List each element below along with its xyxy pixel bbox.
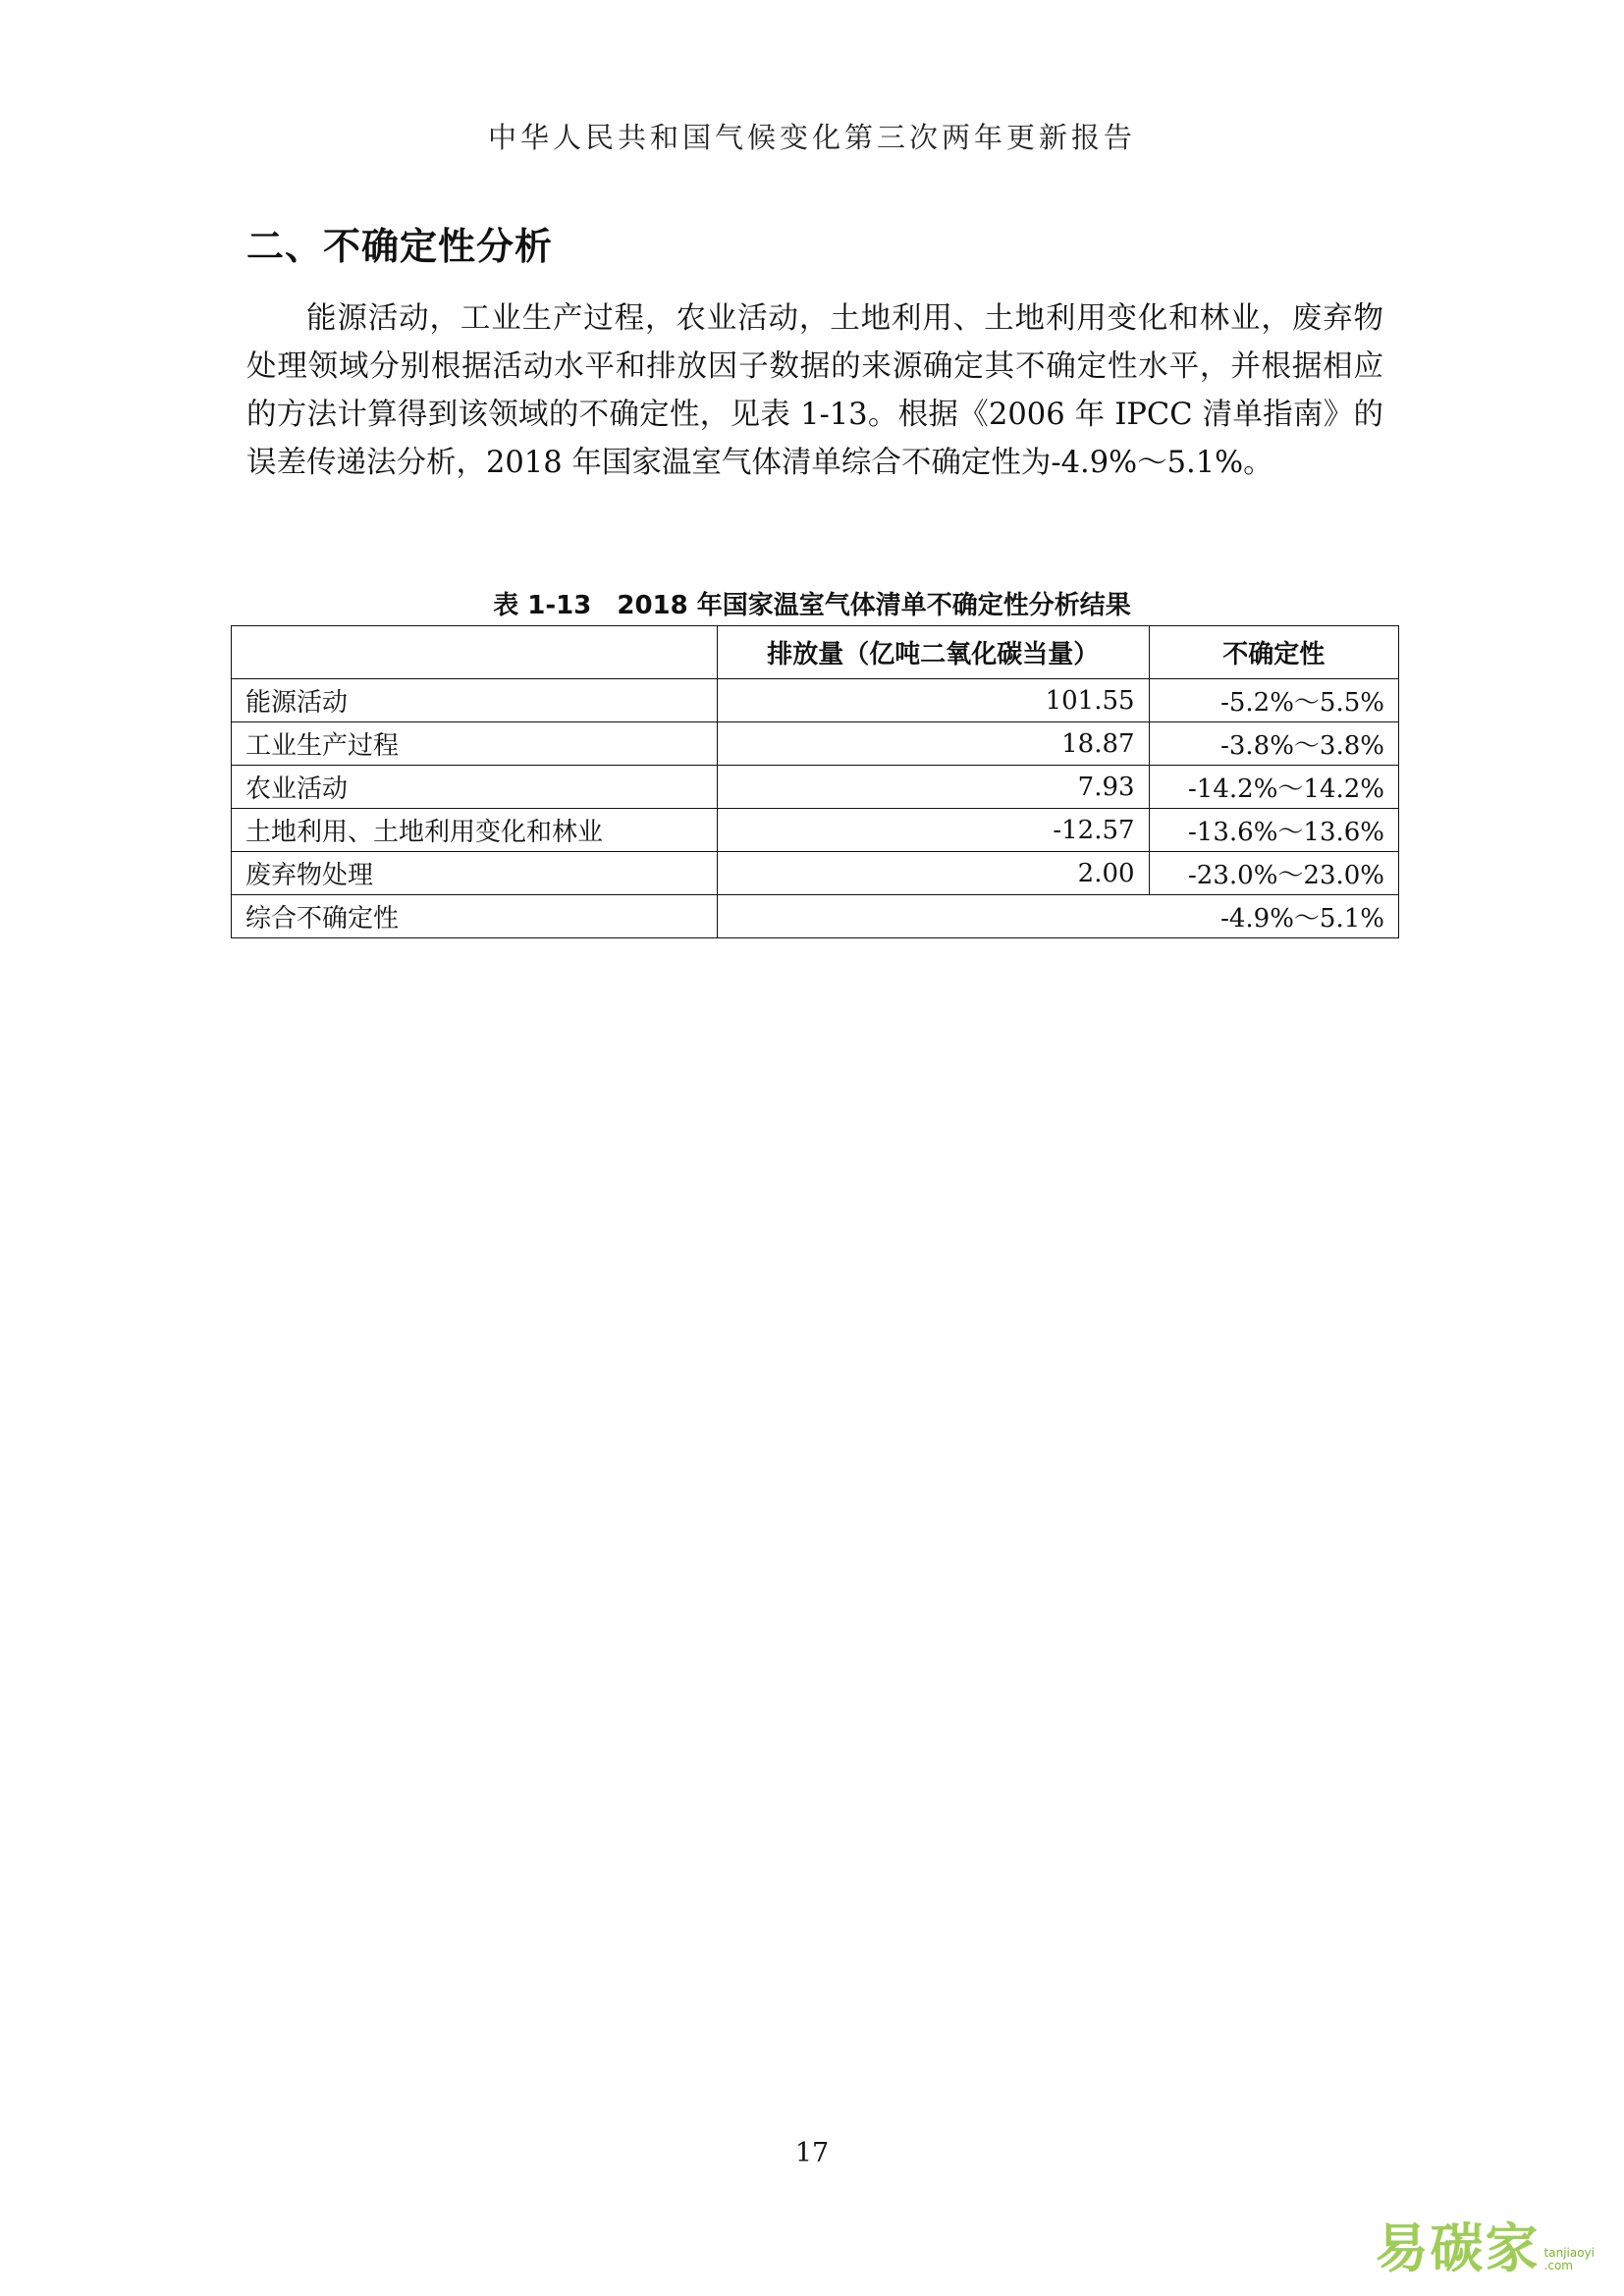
body-paragraph: 能源活动，工业生产过程，农业活动，土地利用、土地利用变化和林业，废弃物处理领域分别根据活动水平和排放因子数据的来源确定其不确定性水平，并根据相应的方法计算得到该领域的不确定性，见表 1-13。根据《2006 年 IPCC 清单指南》的误差传递法分析，2018 年国家温室气体清单综合不确定性为-4.9%～5.1%。 <box>246 301 1383 480</box>
row-uncertainty: -5.2%～5.5% <box>1149 679 1398 722</box>
watermark-domain <box>1544 2247 1595 2272</box>
row-uncertainty: -3.8%～3.8% <box>1149 722 1398 766</box>
total-category: 综合不确定性 <box>232 895 718 938</box>
row-uncertainty: -13.6%～13.6% <box>1149 809 1398 852</box>
table-total-row <box>232 895 1399 938</box>
row-category: 工业生产过程 <box>232 722 718 766</box>
row-emissions: 18.87 <box>717 722 1149 766</box>
table-row <box>232 679 1399 722</box>
uncertainty-table <box>231 625 1399 938</box>
total-uncertainty: -4.9%～5.1% <box>717 895 1398 938</box>
table-header-row <box>232 626 1399 679</box>
row-emissions: 2.00 <box>717 852 1149 895</box>
row-category: 能源活动 <box>232 679 718 722</box>
header-cell-uncertainty: 不确定性 <box>1149 626 1398 679</box>
row-uncertainty: -23.0%～23.0% <box>1149 852 1398 895</box>
page-header: 中华人民共和国气候变化第三次两年更新报告 <box>487 121 1136 154</box>
row-category: 土地利用、土地利用变化和林业 <box>232 809 718 852</box>
table-row <box>232 766 1399 809</box>
table-row <box>232 852 1399 895</box>
row-emissions: 101.55 <box>717 679 1149 722</box>
header-cell-emissions: 排放量（亿吨二氧化碳当量） <box>717 626 1149 679</box>
row-uncertainty: -14.2%～14.2% <box>1149 766 1398 809</box>
watermark-domain-top: tanjiaoyi <box>1543 2246 1595 2260</box>
watermark-text: 易碳家 <box>1375 2217 1541 2279</box>
row-category: 废弃物处理 <box>232 852 718 895</box>
row-emissions: -12.57 <box>717 809 1149 852</box>
header-cell-category <box>232 626 718 679</box>
watermark-logo <box>1376 2219 1595 2282</box>
table-row <box>232 809 1399 852</box>
section-title: 二、不确定性分析 <box>246 225 554 268</box>
watermark-domain-bottom: .com <box>1543 2259 1573 2272</box>
row-emissions: 7.93 <box>717 766 1149 809</box>
page-number: 17 <box>794 2138 830 2168</box>
row-category: 农业活动 <box>232 766 718 809</box>
table-caption: 表 1-13 2018 年国家温室气体清单不确定性分析结果 <box>493 591 1131 620</box>
table-row <box>232 722 1399 766</box>
